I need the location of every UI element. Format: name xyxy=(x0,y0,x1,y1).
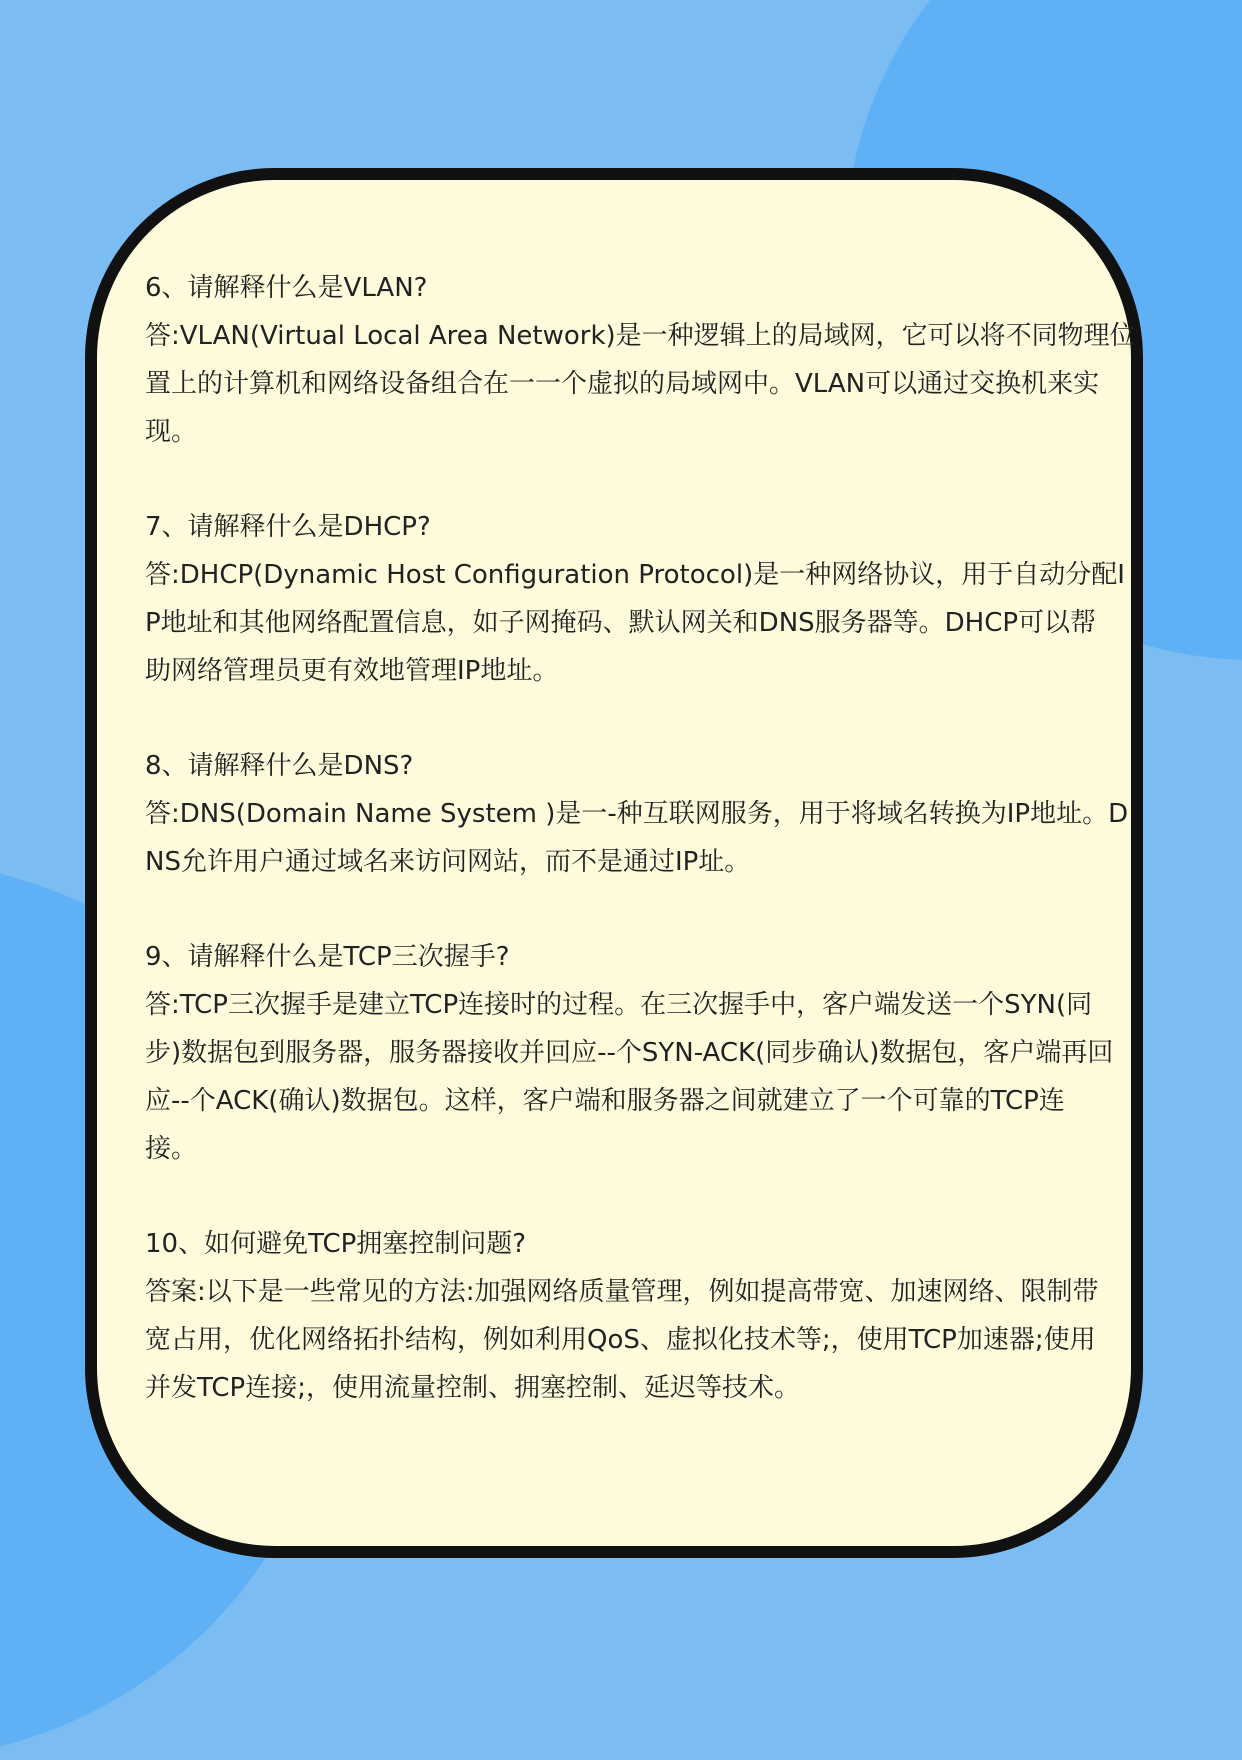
answer-6-line-1: 答:VLAN(Virtual Local Area Network)是一种逻辑上的局域网，它可以将不同物理位 xyxy=(145,321,1136,351)
question-9: 9、请解释什么是TCP三次握手? xyxy=(145,942,510,972)
answer-8-line-2: NS允许用户通过域名来访问网站，而不是通过IP址。 xyxy=(145,847,751,877)
answer-7-line-3: 助网络管理员更有效地管理IP地址。 xyxy=(145,656,559,686)
answer-10-line-2: 宽占用，优化网络拓扑结构，例如利用QoS、虚拟化技术等;，使用TCP加速器;使用 xyxy=(145,1325,1096,1355)
qa-item-6 xyxy=(145,264,1136,456)
qa-item-7 xyxy=(145,503,1125,695)
answer-10-line-3: 并发TCP连接;，使用流量控制、拥塞控制、延迟等技术。 xyxy=(145,1373,800,1403)
qa-item-9 xyxy=(145,933,1114,1173)
answer-8-line-1: 答:DNS(Domain Name System )是一-种互联网服务，用于将域名转换为IP地址。D xyxy=(145,799,1129,829)
content-card xyxy=(85,168,1143,1558)
answer-10-line-1: 答案:以下是一些常见的方法:加强网络质量管理，例如提高带宽、加速网络、限制带 xyxy=(145,1277,1099,1307)
answer-6-line-2: 置上的计算机和网络设备组合在一一个虚拟的局域网中。VLAN可以通过交换机来实 xyxy=(145,369,1100,399)
question-6: 6、请解释什么是VLAN? xyxy=(145,273,428,303)
question-8: 8、请解释什么是DNS? xyxy=(145,751,414,781)
qa-item-8 xyxy=(145,742,1129,886)
qa-list xyxy=(145,264,1136,1459)
answer-9-line-3: 应--个ACK(确认)数据包。这样，客户端和服务器之间就建立了一个可靠的TCP连 xyxy=(145,1086,1065,1116)
answer-9-line-1: 答:TCP三次握手是建立TCP连接时的过程。在三次握手中，客户端发送一个SYN(同 xyxy=(145,990,1093,1020)
answer-6-line-3: 现。 xyxy=(145,417,198,447)
answer-7-line-2: P地址和其他网络配置信息，如子网掩码、默认网关和DNS服务器等。DHCP可以帮 xyxy=(145,608,1097,638)
answer-9-line-4: 接。 xyxy=(145,1134,198,1164)
qa-item-10 xyxy=(145,1220,1105,1412)
question-7: 7、请解释什么是DHCP? xyxy=(145,512,431,542)
question-10: 10、如何避免TCP拥塞控制问题? xyxy=(145,1229,527,1259)
answer-9-line-2: 步)数据包到服务器，服务器接收并回应--个SYN-ACK(同步确认)数据包，客户端再回 xyxy=(145,1038,1114,1068)
answer-7-line-1: 答:DHCP(Dynamic Host Configuration Protocol)是一种网络协议，用于自动分配I xyxy=(145,560,1125,590)
